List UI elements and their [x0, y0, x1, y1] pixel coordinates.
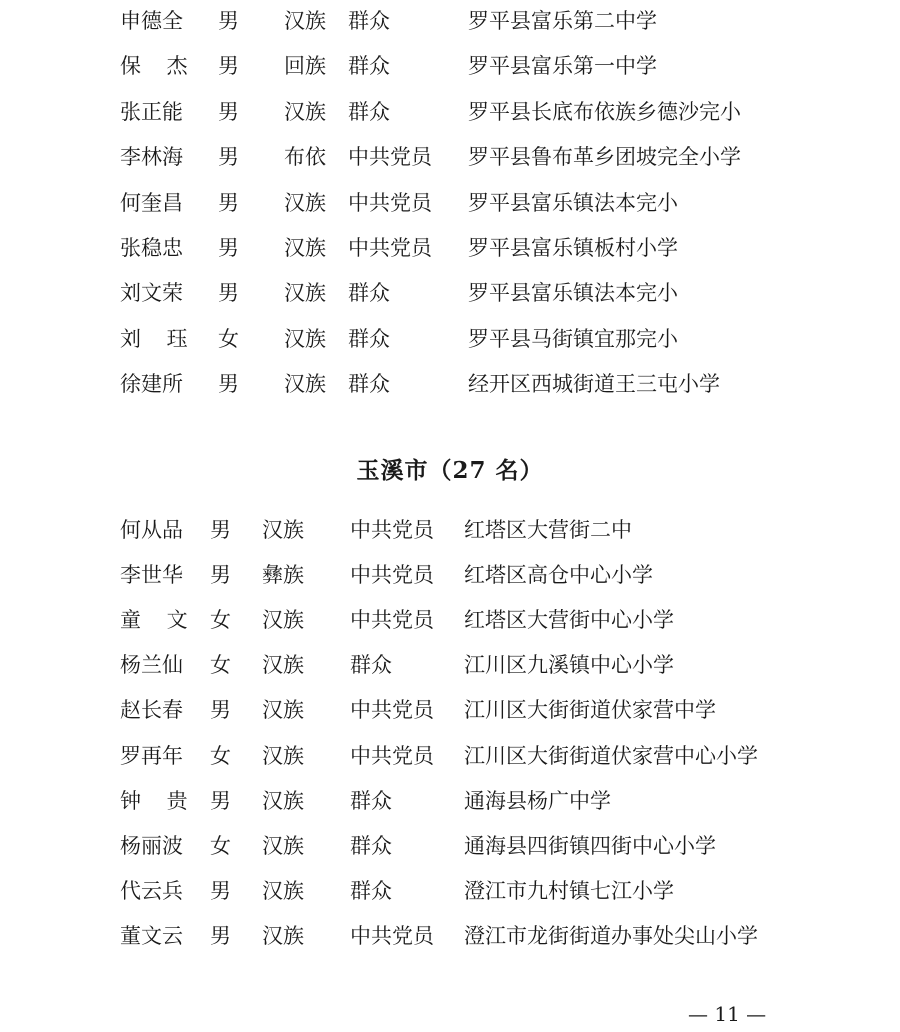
- person-name: 罗再年: [120, 743, 183, 768]
- gender: 男: [218, 281, 239, 306]
- political-status: 中共党员: [350, 518, 434, 542]
- political-status: 中共党员: [350, 563, 434, 588]
- workplace: 江川区大街街道伏家营中心小学: [464, 743, 758, 768]
- workplace: 经开区西城街道王三屯小学: [468, 372, 720, 397]
- ethnicity: 汉族: [262, 518, 304, 542]
- ethnicity: 汉族: [284, 190, 326, 215]
- political-status: 群众: [350, 653, 392, 678]
- political-status: 中共党员: [350, 698, 434, 723]
- person-name: 何奎昌: [120, 190, 183, 215]
- workplace: 罗平县鲁布革乡团坡完全小学: [468, 145, 741, 170]
- political-status: 中共党员: [350, 923, 434, 948]
- workplace: 罗平县富乐镇法本完小: [468, 281, 678, 306]
- gender: 男: [218, 190, 239, 215]
- person-name: 刘文荣: [120, 281, 183, 306]
- gender: 男: [218, 145, 239, 170]
- workplace: 江川区大街街道伏家营中学: [464, 698, 716, 723]
- political-status: 群众: [348, 281, 390, 306]
- workplace: 通海县杨广中学: [464, 788, 611, 813]
- gender: 男: [210, 698, 231, 723]
- ethnicity: 汉族: [284, 99, 326, 124]
- political-status: 群众: [348, 372, 390, 397]
- person-name: 徐建所: [120, 372, 183, 397]
- ethnicity: 汉族: [284, 236, 326, 260]
- ethnicity: 回族: [284, 54, 326, 79]
- gender: 男: [210, 878, 231, 903]
- gender: 女: [210, 653, 231, 678]
- political-status: 群众: [350, 833, 392, 858]
- workplace: 红塔区高仓中心小学: [464, 563, 653, 588]
- person-name: 李林海: [120, 145, 183, 170]
- workplace: 澄江市龙街街道办事处尖山小学: [464, 923, 758, 948]
- gender: 男: [210, 518, 231, 542]
- political-status: 中共党员: [348, 190, 432, 215]
- gender: 男: [218, 372, 239, 397]
- ethnicity: 汉族: [262, 698, 304, 723]
- ethnicity: 汉族: [284, 281, 326, 306]
- ethnicity: 汉族: [262, 608, 304, 633]
- political-status: 群众: [350, 788, 392, 813]
- ethnicity: 汉族: [262, 653, 304, 678]
- workplace: 罗平县富乐第二中学: [468, 9, 657, 33]
- workplace: 红塔区大营街二中: [464, 518, 632, 542]
- political-status: 群众: [348, 9, 390, 33]
- person-name: 保 杰: [120, 54, 188, 79]
- political-status: 群众: [348, 54, 390, 79]
- workplace: 澄江市九村镇七江小学: [464, 878, 674, 903]
- political-status: 群众: [348, 99, 390, 124]
- person-name: 申德全: [120, 9, 183, 33]
- person-name: 杨丽波: [120, 833, 183, 858]
- gender: 男: [218, 99, 239, 124]
- workplace: 红塔区大营街中心小学: [464, 608, 674, 633]
- person-name: 董文云: [120, 923, 183, 948]
- political-status: 群众: [348, 326, 390, 351]
- person-name: 杨兰仙: [120, 653, 183, 678]
- gender: 男: [210, 563, 231, 588]
- gender: 女: [210, 743, 231, 768]
- gender: 男: [218, 236, 239, 260]
- gender: 女: [210, 608, 231, 633]
- person-name: 代云兵: [120, 878, 183, 903]
- person-name: 张正能: [120, 99, 183, 124]
- gender: 男: [218, 9, 239, 33]
- ethnicity: 汉族: [262, 878, 304, 903]
- ethnicity: 汉族: [262, 743, 304, 768]
- gender: 男: [210, 788, 231, 813]
- gender: 女: [210, 833, 231, 858]
- ethnicity: 彝族: [262, 563, 304, 588]
- gender: 女: [218, 326, 239, 351]
- workplace: 罗平县马街镇宜那完小: [468, 326, 678, 351]
- ethnicity: 布依: [284, 145, 326, 170]
- political-status: 中共党员: [348, 145, 432, 170]
- political-status: 中共党员: [348, 236, 432, 260]
- person-name: 何从品: [120, 518, 183, 542]
- ethnicity: 汉族: [262, 788, 304, 813]
- person-name: 李世华: [120, 563, 183, 588]
- workplace: 罗平县长底布依族乡德沙完小: [468, 99, 741, 124]
- workplace: 罗平县富乐第一中学: [468, 54, 657, 79]
- ethnicity: 汉族: [262, 833, 304, 858]
- workplace: 罗平县富乐镇板村小学: [468, 236, 678, 260]
- person-name: 刘 珏: [120, 326, 188, 351]
- gender: 男: [210, 923, 231, 948]
- workplace: 通海县四街镇四街中心小学: [464, 833, 716, 858]
- person-name: 童 文: [120, 608, 188, 633]
- person-name: 张稳忠: [120, 236, 183, 260]
- ethnicity: 汉族: [284, 326, 326, 351]
- page-number: — 11 —: [688, 1002, 767, 1026]
- political-status: 中共党员: [350, 743, 434, 768]
- ethnicity: 汉族: [262, 923, 304, 948]
- workplace: 江川区九溪镇中心小学: [464, 653, 674, 678]
- ethnicity: 汉族: [284, 372, 326, 397]
- section-title-yuxi: 玉溪市（27 名）: [356, 457, 544, 484]
- workplace: 罗平县富乐镇法本完小: [468, 190, 678, 215]
- ethnicity: 汉族: [284, 9, 326, 33]
- political-status: 群众: [350, 878, 392, 903]
- gender: 男: [218, 54, 239, 79]
- person-name: 赵长春: [120, 698, 183, 723]
- political-status: 中共党员: [350, 608, 434, 633]
- person-name: 钟 贵: [120, 788, 188, 813]
